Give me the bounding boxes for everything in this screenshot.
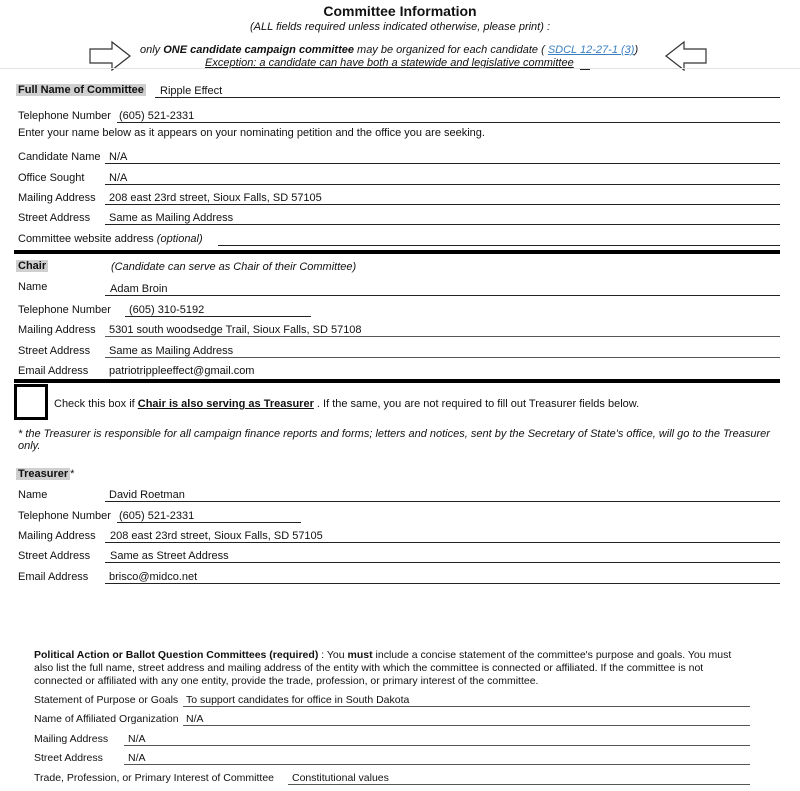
chair-phone-field[interactable]: (605) 310-5192 [129,304,205,316]
chair-heading: Chair [18,260,47,272]
chair-street-label: Street Address [18,345,91,357]
exception-note: Exception: a candidate can have both a statewide and legislative committee [205,57,574,69]
treasurer-street-field[interactable]: Same as Street Address [110,550,229,562]
treasurer-mailing-field[interactable]: 208 east 23rd street, Sioux Falls, SD 57105 [110,530,323,542]
form-title: Committee Information [323,3,477,19]
chair-phone-label: Telephone Number [18,304,111,316]
treasurer-heading: Treasurer * [18,468,75,480]
treasurer-street-label: Street Address [18,550,91,562]
affiliated-org-label: Name of Affiliated Organization [34,713,179,725]
committee-phone-field[interactable]: (605) 521-2331 [119,110,195,122]
committee-phone-label: Telephone Number [18,110,111,122]
chair-street-field[interactable]: Same as Mailing Address [109,345,234,357]
sdcl-link[interactable]: SDCL 12-27-1 (3) [547,44,635,56]
trade-field[interactable]: Constitutional values [292,772,389,784]
form-subtitle: (ALL fields required unless indicated otherwise, please print) : [249,21,551,33]
treasurer-note: * the Treasurer is responsible for all campaign finance reports and forms; letters and notices, sent by the Secretary of State's office, will go to the Treasurer only. [18,428,770,452]
divider [0,68,800,69]
affiliated-org-field[interactable]: N/A [186,713,204,725]
one-committee-notice: only ONE candidate campaign committee may be organized for each candidate ( SDCL 12-27-1 (3)) [140,44,639,56]
checkbox-label: Check this box if Chair is also serving as Treasurer . If the same, you are not required to fill out Treasurer fields below. [54,398,640,410]
candidate-name-label: Candidate Name [18,151,101,163]
treasurer-name-field[interactable]: David Roetman [109,489,185,501]
chair-name-label: Name [18,281,48,293]
section-divider [14,250,780,254]
committee-street-field[interactable]: Same as Mailing Address [109,212,234,224]
chair-email-field[interactable]: patriotrippleeffect@gmail.com [109,365,255,377]
chair-mailing-label: Mailing Address [18,324,96,336]
office-sought-label: Office Sought [18,172,85,184]
chair-heading-note: (Candidate can serve as Chair of their Committee) [111,261,357,273]
pac-instructions: Political Action or Ballot Question Committees (required) : You must include a concise statement of the committee's purpose and goals. You must also list the full name, street address and mailing address of the entity with which the committee is connected or affiliated. If the committee is not connected or affiliated with any one entity, provide the trade, profession, or primary interest of the committee. [34,649,732,687]
trade-label: Trade, Profession, or Primary Interest of Committee [34,772,275,784]
pac-street-field[interactable]: N/A [128,752,146,764]
committee-name-field[interactable]: Ripple Effect [160,85,223,97]
office-sought-field[interactable]: N/A [109,172,128,184]
purpose-field[interactable]: To support candidates for office in South Dakota [186,694,410,706]
committee-street-label: Street Address [18,212,91,224]
committee-mailing-field[interactable]: 208 east 23rd street, Sioux Falls, SD 57105 [109,192,322,204]
chair-email-label: Email Address [18,365,89,377]
treasurer-mailing-label: Mailing Address [18,530,96,542]
treasurer-phone-label: Telephone Number [18,510,111,522]
committee-name-label: Full Name of Committee [18,84,144,96]
chair-mailing-field[interactable]: 5301 south woodsedge Trail, Sioux Falls, SD 57108 [109,324,362,336]
treasurer-email-field[interactable]: brisco@midco.net [109,571,198,583]
website-label: Committee website address (optional) [18,233,203,245]
purpose-label: Statement of Purpose or Goals [34,694,179,706]
treasurer-name-label: Name [18,489,48,501]
candidate-name-field[interactable]: N/A [109,151,128,163]
instruction-text: Enter your name below as it appears on your nominating petition and the office you are seeking. [18,127,485,139]
treasurer-email-label: Email Address [18,571,89,583]
section-divider [14,379,780,383]
treasurer-phone-field[interactable]: (605) 521-2331 [119,510,195,522]
committee-mailing-label: Mailing Address [18,192,96,204]
chair-name-field[interactable]: Adam Broin [110,283,168,295]
pac-street-label: Street Address [34,752,103,764]
chair-is-treasurer-checkbox[interactable] [14,384,48,420]
pac-mailing-field[interactable]: N/A [128,733,146,745]
pac-mailing-label: Mailing Address [34,733,109,745]
